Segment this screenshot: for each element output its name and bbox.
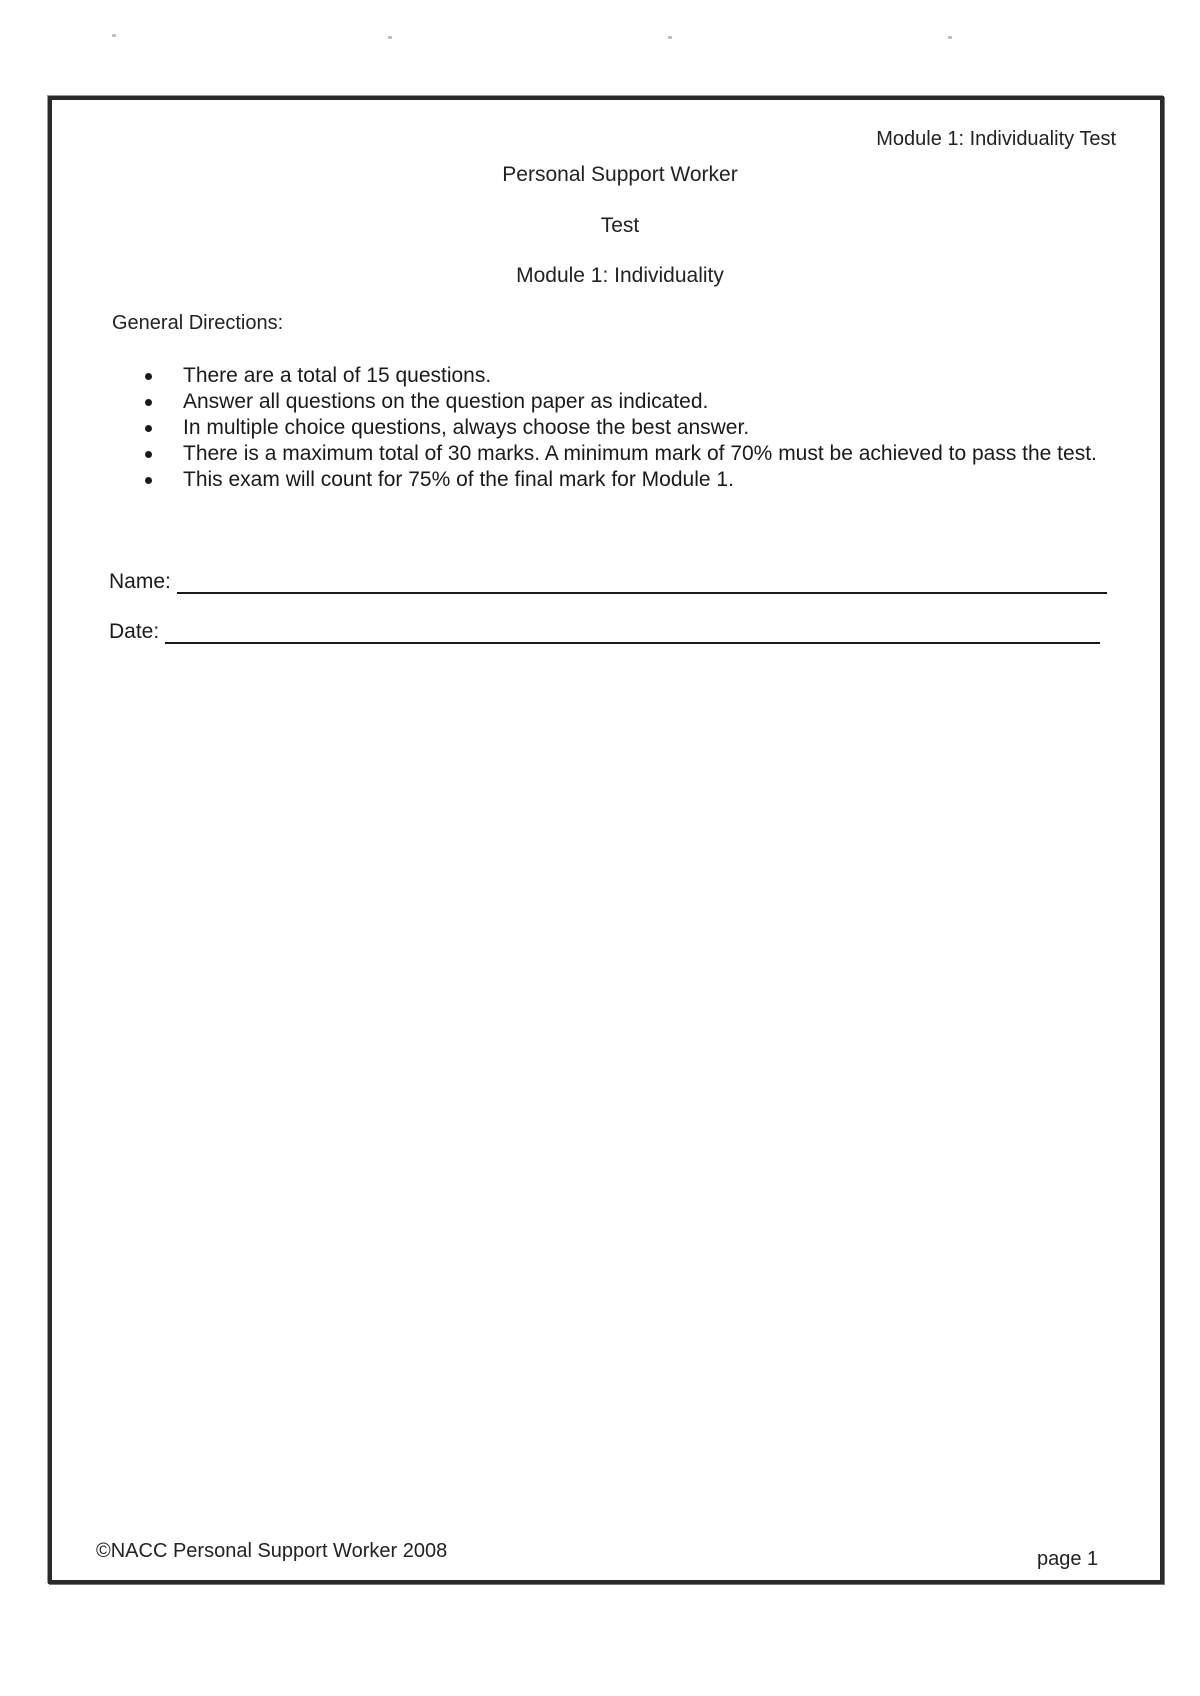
direction-item: There are a total of 15 questions. (145, 363, 1130, 389)
directions-list (145, 363, 1130, 493)
copyright-footer: ©NACC Personal Support Worker 2008 (96, 1540, 448, 1562)
module-title: Module 1: Individuality (516, 264, 724, 287)
name-field[interactable] (109, 570, 1107, 594)
running-header: Module 1: Individuality Test (876, 128, 1116, 150)
scan-speck (948, 36, 952, 39)
document-title: Personal Support Worker (502, 163, 738, 186)
name-label: Name: (109, 570, 171, 593)
bullet-icon (145, 477, 152, 484)
scan-speck (388, 36, 392, 39)
date-field[interactable] (109, 620, 1100, 644)
directions-heading: General Directions: (112, 312, 284, 334)
scan-speck (668, 36, 672, 39)
scan-speck (112, 34, 116, 37)
direction-item: This exam will count for 75% of the final mark for Module 1. (145, 467, 1130, 493)
bullet-icon (145, 373, 152, 380)
bullet-icon (145, 451, 152, 458)
direction-item: Answer all questions on the question paper as indicated. (145, 389, 1130, 415)
bullet-icon (145, 425, 152, 432)
page-number: page 1 (1037, 1548, 1099, 1570)
direction-item: In multiple choice questions, always choose the best answer. (145, 415, 1130, 441)
document-subtitle: Test (600, 214, 640, 237)
bullet-icon (145, 399, 152, 406)
date-label: Date: (109, 620, 160, 643)
name-line[interactable] (177, 574, 1107, 594)
date-line[interactable] (165, 624, 1100, 644)
direction-item: There is a maximum total of 30 marks. A minimum mark of 70% must be achieved to pass the test. (145, 441, 1130, 467)
